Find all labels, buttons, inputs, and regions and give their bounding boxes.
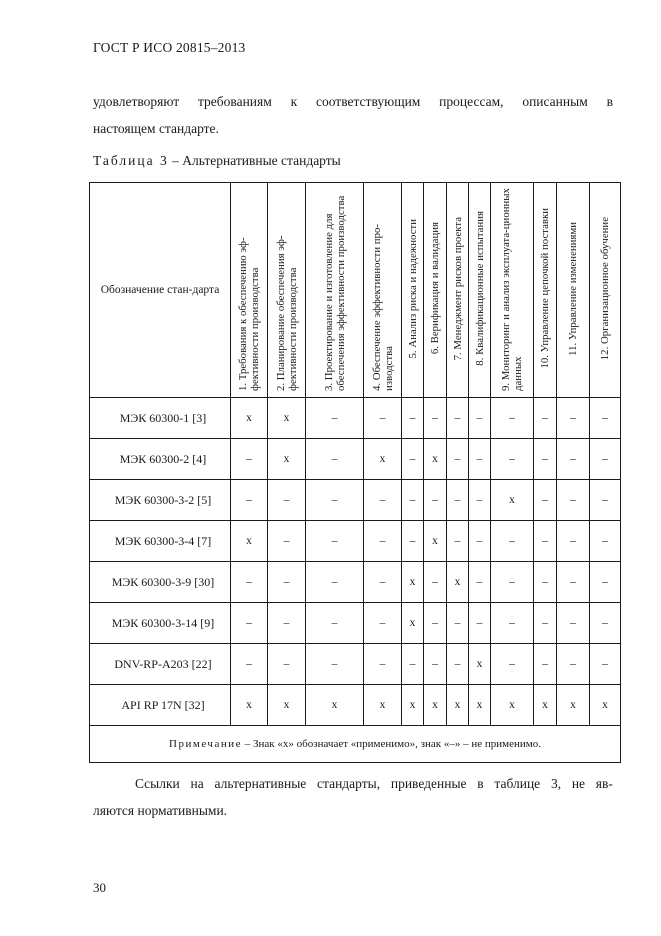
applicability-cell: – (364, 562, 402, 603)
column-header-9 (491, 183, 534, 398)
caption-title: – Альтернативные стандарты (168, 153, 341, 168)
designation-header: Обозначение стан-дарта (90, 183, 231, 398)
applicability-cell: x (231, 398, 268, 439)
column-header-4 (364, 183, 402, 398)
intro-line-1 (93, 88, 613, 115)
applicability-cell: – (469, 480, 491, 521)
applicability-cell: x (590, 685, 621, 726)
table-row (90, 398, 621, 439)
applicability-cell: – (306, 603, 364, 644)
column-header-3 (306, 183, 364, 398)
applicability-cell: – (402, 521, 424, 562)
applicability-cell: – (231, 644, 268, 685)
applicability-cell: – (557, 480, 590, 521)
column-header-8 (469, 183, 491, 398)
word: соответствующим (315, 94, 421, 109)
standard-designation: МЭК 60300-1 [3] (90, 398, 231, 439)
standard-designation: МЭК 60300-3-9 [30] (90, 562, 231, 603)
applicability-cell: x (424, 685, 447, 726)
outro-paragraph (93, 770, 613, 824)
column-header-label: 12. Организационное обучение (599, 216, 611, 361)
outro-line-2: ляются нормативными. (93, 803, 228, 818)
note-label: Примечание (169, 738, 243, 750)
applicability-cell: – (491, 644, 534, 685)
word: таблице (494, 776, 541, 791)
applicability-cell: – (268, 480, 306, 521)
word: процессам, (439, 94, 504, 109)
applicability-cell: – (491, 398, 534, 439)
applicability-cell: – (268, 562, 306, 603)
word: 3, (550, 776, 562, 791)
column-header-label: 4. Обеспечение эффективности про-изводства (370, 224, 395, 391)
applicability-cell: – (364, 480, 402, 521)
applicability-cell: – (268, 644, 306, 685)
column-header-label: 7. Менеджмент рисков проекта (451, 216, 464, 361)
applicability-cell: x (402, 562, 424, 603)
note-text: – Знак «х» обозначает «применимо», знак «–» – не применимо. (242, 738, 541, 750)
applicability-cell: x (231, 685, 268, 726)
word: Ссылки (135, 776, 180, 791)
column-header-10 (534, 183, 557, 398)
table-header-row (90, 183, 621, 398)
applicability-cell: – (469, 562, 491, 603)
applicability-cell: x (306, 685, 364, 726)
applicability-cell: – (534, 603, 557, 644)
column-header-5 (402, 183, 424, 398)
applicability-cell: – (424, 644, 447, 685)
applicability-cell: – (364, 644, 402, 685)
word: требованиям (197, 94, 272, 109)
applicability-cell: – (469, 398, 491, 439)
applicability-cell: – (469, 603, 491, 644)
applicability-cell: – (447, 644, 469, 685)
word: описанным (522, 94, 588, 109)
applicability-cell: – (306, 398, 364, 439)
applicability-cell: – (590, 439, 621, 480)
applicability-cell: x (402, 685, 424, 726)
column-header-label: 10. Управление цепочкой поставки (539, 208, 551, 369)
page-number: 30 (93, 880, 106, 895)
applicability-cell: x (491, 685, 534, 726)
applicability-cell: – (534, 562, 557, 603)
applicability-cell: – (469, 439, 491, 480)
table-body (90, 398, 621, 726)
applicability-cell: x (364, 685, 402, 726)
applicability-cell: x (491, 480, 534, 521)
table-row (90, 685, 621, 726)
column-header-12 (590, 183, 621, 398)
applicability-cell: – (402, 644, 424, 685)
applicability-cell: – (364, 521, 402, 562)
applicability-cell: – (447, 439, 469, 480)
applicability-cell: x (424, 439, 447, 480)
applicability-cell: – (590, 562, 621, 603)
table-note-row (90, 726, 621, 763)
applicability-cell: x (557, 685, 590, 726)
column-header-label: 6. Верификация и валидация (429, 222, 441, 355)
applicability-cell: x (268, 685, 306, 726)
applicability-cell: – (306, 644, 364, 685)
applicability-cell: – (534, 480, 557, 521)
applicability-cell: x (469, 685, 491, 726)
column-header-6 (424, 183, 447, 398)
applicability-cell: – (447, 603, 469, 644)
applicability-cell: – (306, 480, 364, 521)
applicability-cell: – (590, 480, 621, 521)
applicability-cell: – (402, 439, 424, 480)
applicability-cell: – (447, 398, 469, 439)
applicability-cell: – (424, 562, 447, 603)
word: не (571, 776, 586, 791)
applicability-cell: – (557, 562, 590, 603)
applicability-cell: – (534, 644, 557, 685)
applicability-cell: – (268, 603, 306, 644)
table-row (90, 562, 621, 603)
standard-designation: МЭК 60300-3-2 [5] (90, 480, 231, 521)
applicability-cell: – (424, 603, 447, 644)
table-row (90, 480, 621, 521)
applicability-cell: – (447, 521, 469, 562)
table-caption (93, 153, 341, 169)
applicability-cell: x (268, 439, 306, 480)
applicability-cell: – (447, 480, 469, 521)
column-header-label: 8. Квалификационные испытания (473, 211, 486, 366)
applicability-cell: x (402, 603, 424, 644)
applicability-cell: – (590, 521, 621, 562)
word: удовлетворяют (93, 94, 180, 109)
standard-designation: API RP 17N [32] (90, 685, 231, 726)
table-row (90, 521, 621, 562)
applicability-cell: – (491, 603, 534, 644)
applicability-cell: – (402, 480, 424, 521)
applicability-cell: – (268, 521, 306, 562)
intro-paragraph (93, 88, 613, 142)
applicability-cell: – (534, 521, 557, 562)
table-row (90, 439, 621, 480)
applicability-cell: x (364, 439, 402, 480)
document-header: ГОСТ Р ИСО 20815–2013 (93, 40, 246, 55)
applicability-cell: – (306, 521, 364, 562)
applicability-cell: – (424, 398, 447, 439)
caption-label: Таблица 3 (93, 153, 169, 168)
table-row (90, 644, 621, 685)
applicability-cell: – (557, 439, 590, 480)
column-header-label: 2. Планирование обеспечения эф-фективности производства (274, 235, 299, 391)
applicability-cell: – (557, 521, 590, 562)
applicability-cell: – (534, 439, 557, 480)
applicability-cell: – (402, 398, 424, 439)
applicability-cell: – (364, 398, 402, 439)
column-header-11 (557, 183, 590, 398)
word: стандарты, (317, 776, 381, 791)
applicability-cell: x (534, 685, 557, 726)
table-row (90, 603, 621, 644)
intro-line-2: настоящем стандарте. (93, 121, 219, 136)
applicability-cell: – (491, 439, 534, 480)
applicability-cell: – (534, 398, 557, 439)
applicability-cell: – (469, 521, 491, 562)
applicability-cell: x (231, 521, 268, 562)
alternative-standards-table (89, 182, 621, 763)
applicability-cell: – (424, 480, 447, 521)
applicability-cell: – (364, 603, 402, 644)
table-note (90, 726, 621, 763)
column-header-label: 3. Проектирование и изготовление для обеспечения эффективности производства (322, 195, 347, 391)
column-header-7 (447, 183, 469, 398)
applicability-cell: – (231, 603, 268, 644)
applicability-cell: – (590, 644, 621, 685)
word: приведенные (390, 776, 467, 791)
applicability-cell: – (491, 521, 534, 562)
standard-designation: МЭК 60300-3-4 [7] (90, 521, 231, 562)
applicability-cell: – (557, 644, 590, 685)
standard-designation: МЭК 60300-2 [4] (90, 439, 231, 480)
applicability-cell: – (557, 603, 590, 644)
applicability-cell: – (306, 562, 364, 603)
applicability-cell: – (590, 398, 621, 439)
standard-designation: DNV-RP-A203 [22] (90, 644, 231, 685)
word: альтернативные (214, 776, 307, 791)
word: в (606, 94, 613, 109)
applicability-cell: – (590, 603, 621, 644)
applicability-cell: – (231, 562, 268, 603)
column-header-label: 9. Мониторинг и анализ эксплуата-ционных данных (500, 188, 524, 391)
outro-line-1 (93, 770, 613, 797)
applicability-cell: x (447, 562, 469, 603)
word: в (477, 776, 484, 791)
word: яв- (595, 776, 613, 791)
column-header-label: 11. Управление изменениями (567, 221, 579, 356)
applicability-cell: – (306, 439, 364, 480)
applicability-cell: x (469, 644, 491, 685)
applicability-cell: – (231, 439, 268, 480)
applicability-cell: x (268, 398, 306, 439)
applicability-cell: – (231, 480, 268, 521)
column-header-label: 5. Анализ риска и надежности (406, 218, 419, 359)
word: к (290, 94, 298, 109)
applicability-cell: x (447, 685, 469, 726)
word: на (190, 776, 204, 791)
applicability-cell: – (557, 398, 590, 439)
column-header-label: 1. Требования к обеспечению эф-фективности производства (237, 237, 261, 391)
applicability-cell: – (491, 562, 534, 603)
column-header-1 (231, 183, 268, 398)
applicability-cell: x (424, 521, 447, 562)
standard-designation: МЭК 60300-3-14 [9] (90, 603, 231, 644)
column-header-2 (268, 183, 306, 398)
